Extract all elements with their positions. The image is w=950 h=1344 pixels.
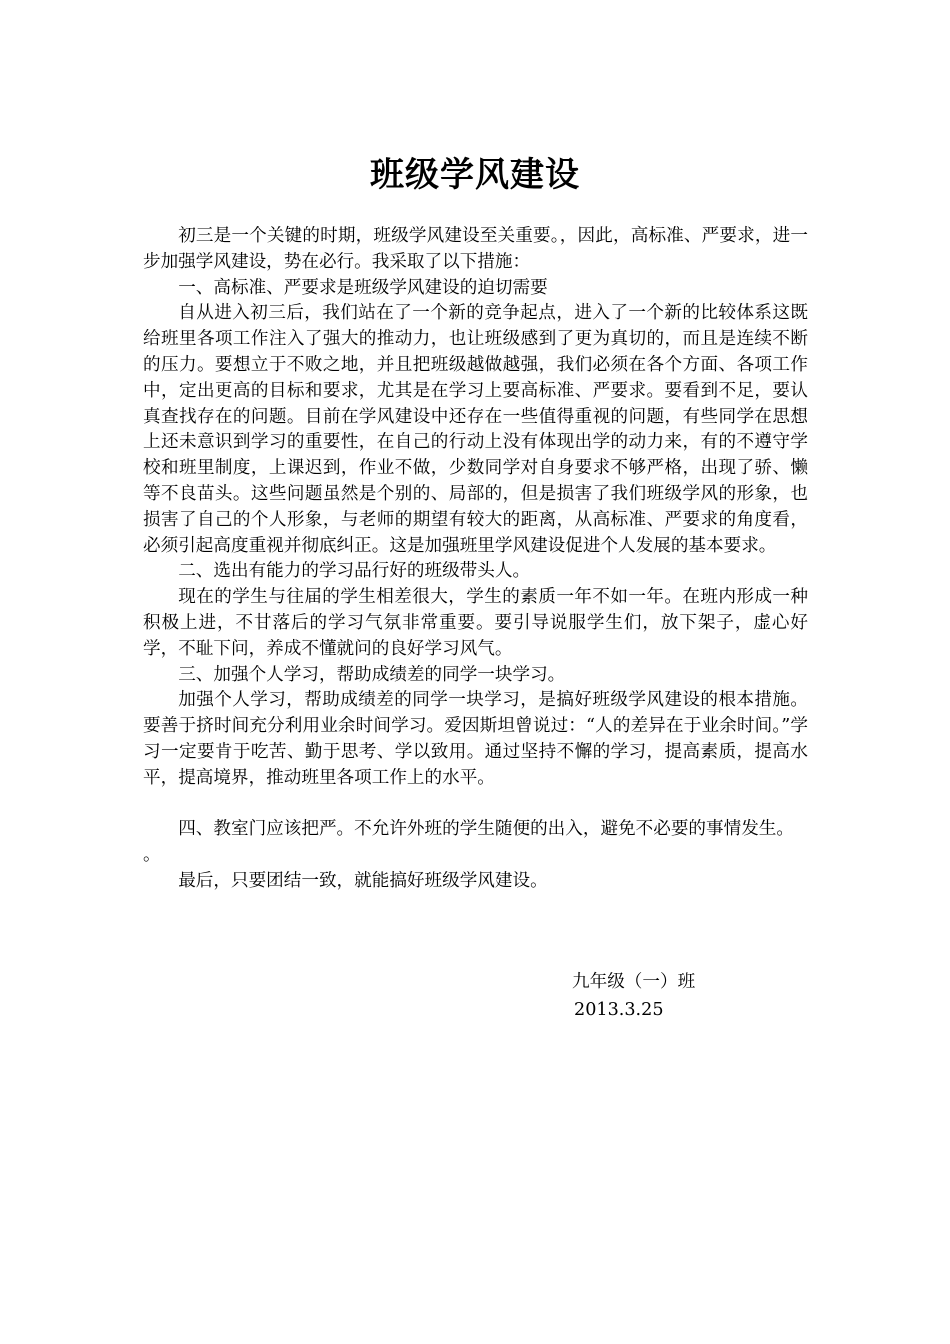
document-title: 班级学风建设: [370, 155, 580, 195]
section-body-1: 自从进入初三后，我们站在了一个新的竞争起点，进入了一个新的比较体系这既给班里各项工作注入了强大的推动力，也让班级感到了更为真切的，而且是连续不断的压力。要想立于不败之地，并且把班级越做越强，我们必须在各个方面、各项工作中，定出更高的目标和要求，尤其是在学习上要高标准、严要求。要看到不足，要认真查找存在的问题。目前在学风建设中还存在一些值得重视的问题，有些同学在思想上还未意识到学习的重要性，在自己的行动上没有体现出学的动力来，有的不遵守学校和班里制度，上课迟到，作业不做，少数同学对自身要求不够严格，出现了骄、懒等不良苗头。这些问题虽然是个别的、局部的，但是损害了我们班级学风的形象，也损害了自己的个人形象，与老师的期望有较大的距离，从高标准、严要求的角度看，必须引起高度重视并彻底纠正。这是加强班里学风建设促进个人发展的基本要求。: [143, 303, 808, 556]
intro-paragraph: 初三是一个关键的时期，班级学风建设至关重要。，因此，高标准、严要求，进一步加强学风建设，势在必行。我采取了以下措施：: [143, 226, 808, 272]
document-body: [143, 224, 808, 895]
section-heading-1: 一、高标准、严要求是班级学风建设的迫切需要: [178, 277, 548, 298]
closing-paragraph: 最后，只要团结一致，就能搞好班级学风建设。: [178, 870, 548, 891]
signature-class: 九年级（一）班: [572, 972, 696, 992]
blank-line: [143, 792, 808, 818]
section-body-3: 加强个人学习，帮助成绩差的同学一块学习，是搞好班级学风建设的根本措施。要善于挤时间充分利用业余时间学习。爱因斯坦曾说过：“人的差异在于业余时间。”学习一定要肯于吃苦、勤于思考、学以致用。通过坚持不懈的学习，提高素质，提高水平，提高境界，推动班里各项工作上的水平。: [143, 690, 808, 788]
section-body-2: 现在的学生与往届的学生相差很大，学生的素质一年不如一年。在班内形成一种积极上进，不甘落后的学习气氛非常重要。要引导说服学生们，放下架子，虚心好学，不耻下问，养成不懂就问的良好学习风气。: [143, 587, 808, 659]
section-heading-3: 三、加强个人学习，帮助成绩差的同学一块学习。: [178, 664, 566, 685]
stray-period-line: 。: [143, 845, 161, 866]
signature-block: [572, 968, 695, 1024]
section-4-paragraph: 四、教室门应该把严。不允许外班的学生随便的出入，避免不必要的事情发生。: [178, 819, 794, 840]
signature-date: 2013.3.25: [574, 1000, 664, 1020]
section-heading-2: 二、选出有能力的学习品行好的班级带头人。: [178, 561, 531, 582]
